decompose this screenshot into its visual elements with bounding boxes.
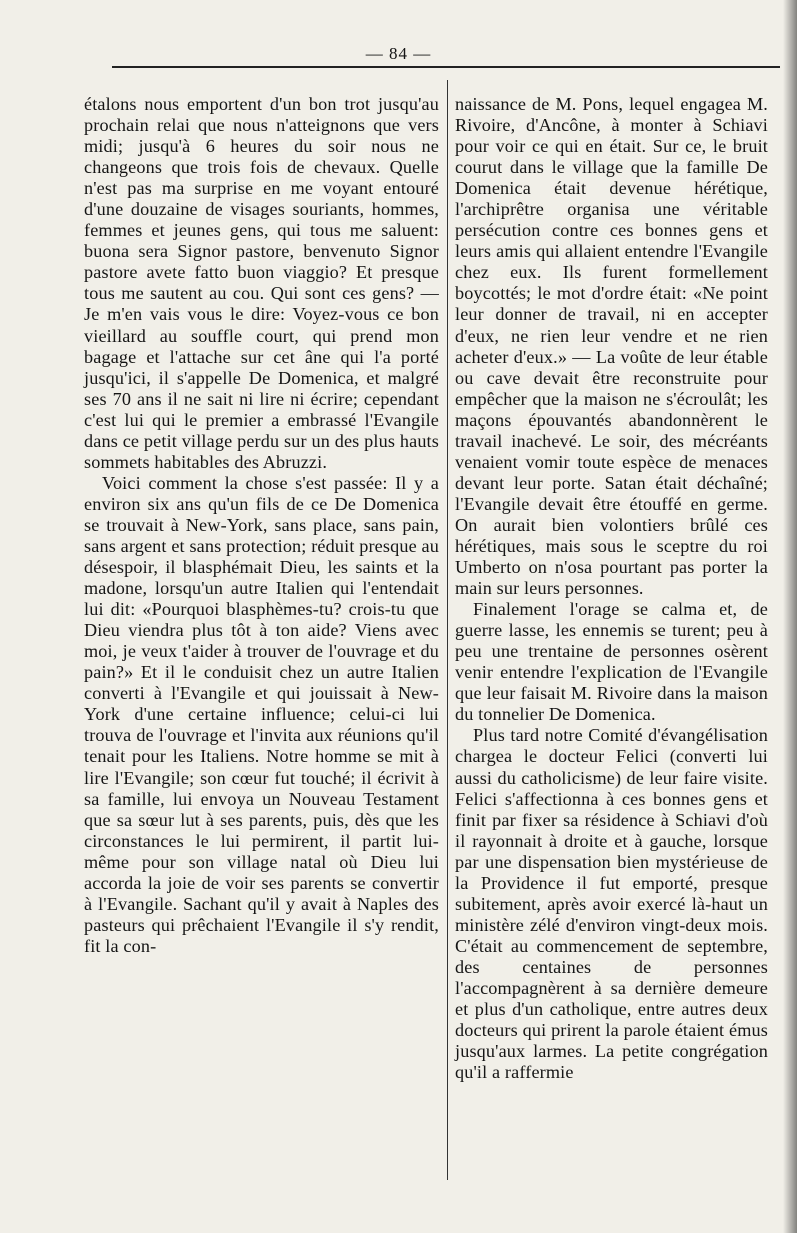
- right-column: [455, 94, 768, 1083]
- column-divider: [447, 80, 448, 1180]
- right-paragraph-1: naissance de M. Pons, lequel engagea M. Rivoire, d'Ancône, à monter à Schiavi pour voir ce qui en était. Sur ce, le bruit courut dans le village que la famille De Domenica était devenue hérétique, l'archiprêtre organisa une véritable persécution contre ces bonnes gens et leurs amis qui allaient entendre l'Evangile chez eux. Ils furent formellement boycottés; le mot d'ordre était: «Ne point leur donner de travail, ni en accepter d'eux, ne rien leur vendre et ne rien acheter d'eux.» — La voûte de leur étable ou cave devait être reconstruite pour empêcher que la maison ne s'écroulât; les maçons épouvantés abandonnèrent le travail inachevé. Le soir, des mécréants venaient vomir toute espèce de menaces devant leur porte. Satan était déchaîné; l'Evangile devait être étouffé en germe. On aurait bien volontiers brûlé ces hérétiques, mais sous le sceptre du roi Umberto on n'osa pourtant pas porter la main sur leurs personnes.: [455, 94, 768, 599]
- right-paragraph-3: Plus tard notre Comité d'évangélisation chargea le docteur Felici (converti lui aussi du catholicisme) de leur faire visite. Felici s'affectionna à ces bonnes gens et finit par fixer sa résidence à Schiavi d'où il rayonnait à droite et à gauche, lorsque par une dispensation bien mystérieuse de la Providence il fut emporté, presque subitement, après avoir exercé là-haut un ministère zélé d'environ vingt-deux mois. C'était au commencement de septembre, des centaines de personnes l'accompagnèrent à sa dernière demeure et plus d'un catholique, entre autres deux docteurs qui prirent la parole étaient émus jusqu'aux larmes. La petite congrégation qu'il a raffermie: [455, 725, 768, 1083]
- left-paragraph-1: étalons nous emportent d'un bon trot jusqu'au prochain relai que nous n'atteignons que vers midi; jusqu'à 6 heures du soir nous ne changeons que trois fois de chevaux. Quelle n'est pas ma surprise en me voyant entouré d'une douzaine de visages souriants, hommes, femmes et jeunes gens, qui tous me saluent: buona sera Signor pastore, benvenuto Signor pastore avete fatto buon viaggio? Et presque tous me sautent au cou. Qui sont ces gens? — Je m'en vais vous le dire: Voyez-vous ce bon vieillard au souffle court, qui prend mon bagage et l'attache sur cet âne qui l'a porté jusqu'ici, il s'appelle De Domenica, et malgré ses 70 ans il ne sait ni lire ni écrire; cependant c'est lui qui le premier a embrassé l'Evangile dans ce petit village perdu sur un des plus hauts sommets habitables des Abruzzi.: [84, 94, 439, 472]
- left-paragraph-2: Voici comment la chose s'est passée: Il y a environ six ans qu'un fils de ce De Domenica se trouvait à New-York, sans place, sans pain, sans argent et sans protection; réduit presque au désespoir, il blasphémait Dieu, les saints et la madone, lorsqu'un autre Italien qui l'entendait lui dit: «Pourquoi blasphèmes-tu? crois-tu que Dieu viendra plus tôt à ton aide? Viens avec moi, je veux t'aider à trouver de l'ouvrage et du pain?» Et il le conduisit chez un autre Italien converti à l'Evangile et qui jouissait à New-York d'une certaine influence; celui-ci lui trouva de l'ouvrage et l'invita aux réunions qu'il tenait pour les Italiens. Notre homme se mit à lire l'Evangile; son cœur fut touché; il écrivit à sa famille, lui envoya un Nouveau Testament que sa sœur lut à ses parents, puis, dès que les circonstances le lui permirent, il partit lui-même pour son village natal où Dieu lui accorda la joie de voir ses parents se convertir à l'Evangile. Sachant qu'il y avait à Naples des pasteurs qui prêchaient l'Evangile il s'y rendit, fit la con-: [84, 472, 439, 956]
- page-edge-shadow: [783, 0, 797, 1233]
- page-number: — 84 —: [365, 44, 432, 63]
- left-column: [84, 94, 439, 957]
- header-rule: [112, 66, 780, 68]
- right-paragraph-2: Finalement l'orage se calma et, de guerre lasse, les ennemis se turent; peu à peu une trentaine de personnes osèrent venir entendre l'explication de l'Evangile que leur faisait M. Rivoire dans la maison du tonnelier De Domenica.: [455, 599, 768, 725]
